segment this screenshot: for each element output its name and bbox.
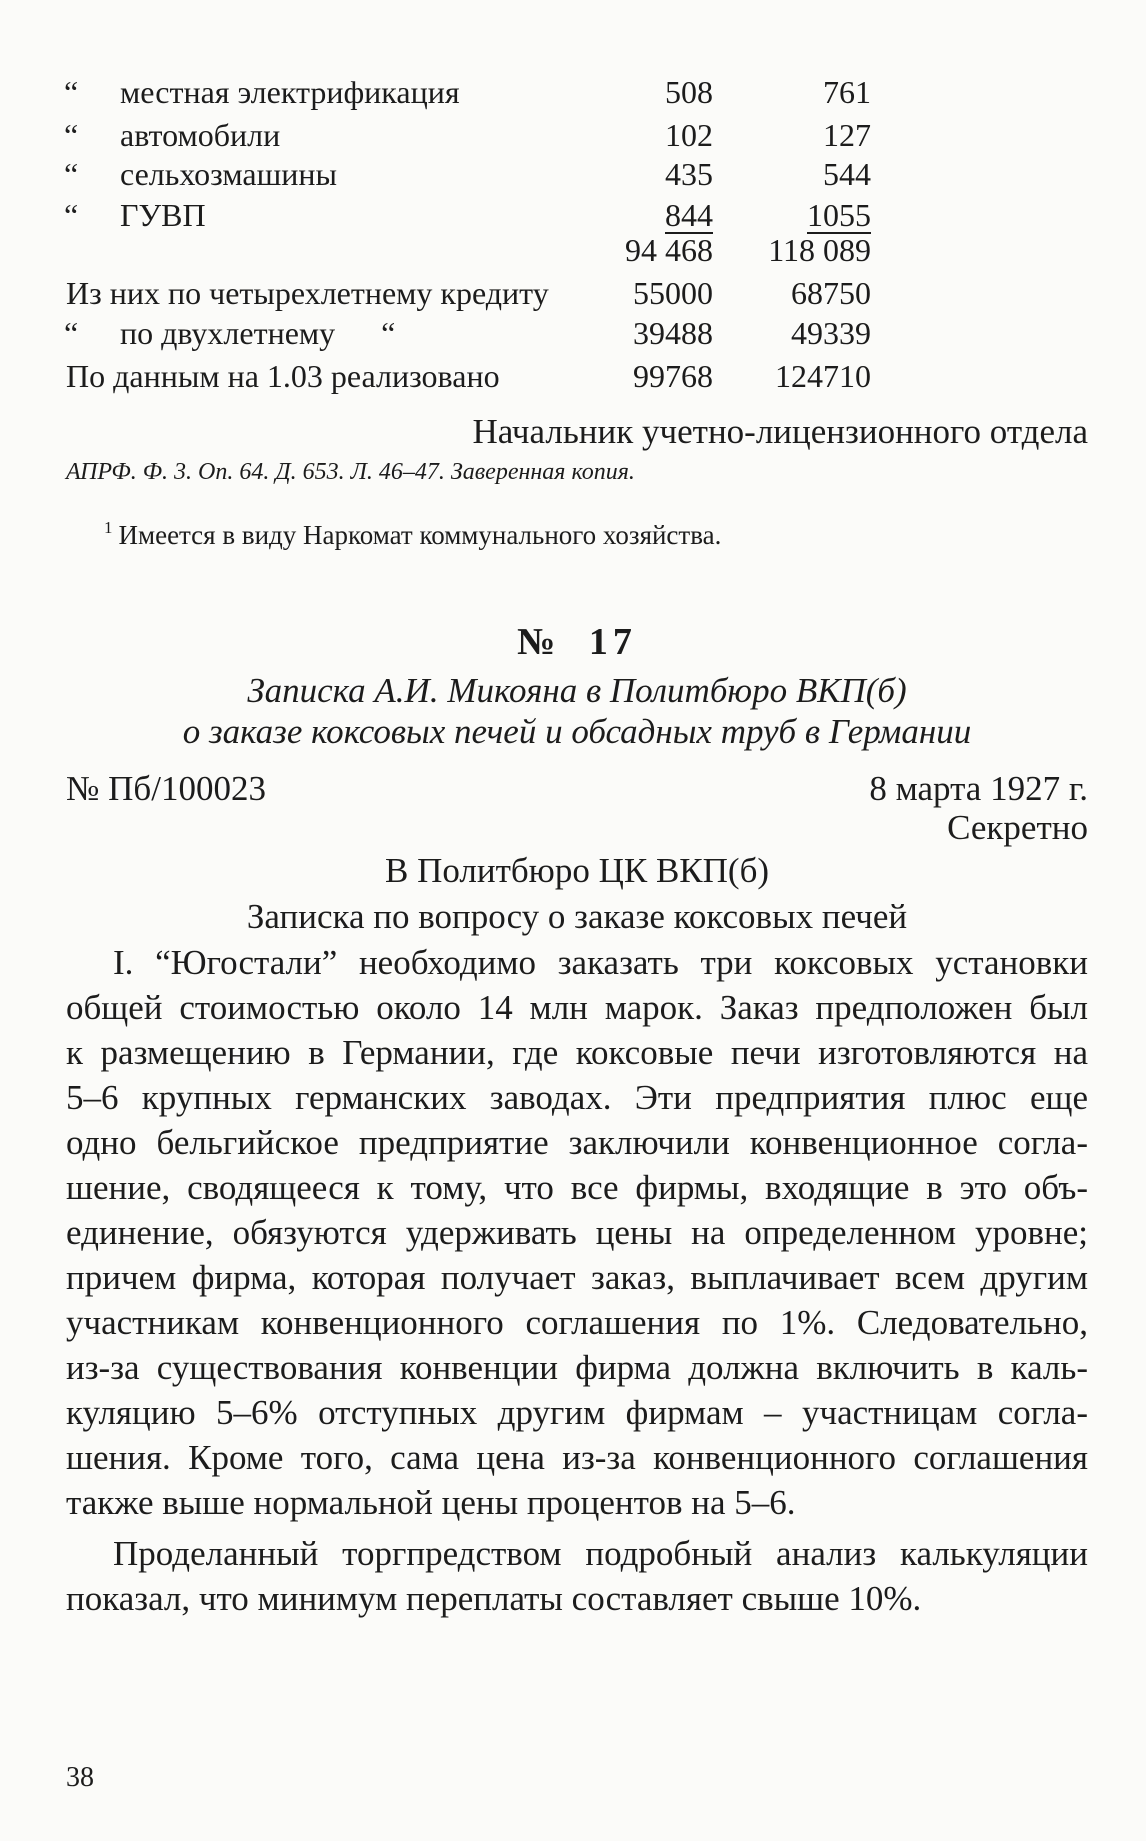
signature-line: Начальник учетно-лицензионного отдела bbox=[472, 412, 1088, 451]
row-value-col2: 49339 bbox=[791, 315, 871, 351]
reference-row bbox=[66, 767, 1088, 811]
paragraph-line: шение, сводящееся к тому, что все фирмы, входящие в это объ- bbox=[66, 1168, 1088, 1207]
row-value-col2: 124710 bbox=[775, 358, 871, 394]
addressee: В Политбюро ЦК ВКП(б) bbox=[384, 851, 770, 890]
row-label: ГУВП bbox=[120, 197, 206, 233]
row-label: По данным на 1.03 реализовано bbox=[66, 358, 500, 394]
document-title bbox=[66, 670, 1088, 752]
table-row bbox=[0, 312, 1146, 354]
table-row bbox=[0, 153, 1146, 195]
footnote-mark: 1 bbox=[104, 518, 113, 537]
row-label: местная электрификация bbox=[120, 74, 460, 110]
row-value-col1: 508 bbox=[665, 74, 713, 110]
classification-label: Секретно bbox=[947, 808, 1088, 847]
ditto-mark: “ bbox=[64, 156, 79, 192]
row-label-group bbox=[120, 312, 395, 354]
paragraph-line: из-за существования конвенции фирма должна включить в каль- bbox=[66, 1348, 1088, 1387]
page-number: 38 bbox=[66, 1762, 94, 1793]
row-value-col1: 102 bbox=[665, 117, 713, 153]
reference-number: № Пб/100023 bbox=[66, 769, 266, 808]
table-row bbox=[0, 114, 1146, 156]
row-value-col1: 55000 bbox=[633, 275, 713, 311]
row-value-col2: 1055 bbox=[807, 197, 871, 233]
paragraph-line: одно бельгийское предприятие заключили конвенционное согла- bbox=[66, 1123, 1088, 1162]
table-row bbox=[0, 355, 1146, 397]
total-value-col2: 118 089 bbox=[768, 232, 871, 268]
document-number: № 17 bbox=[517, 621, 637, 663]
row-value-col1: 844 bbox=[665, 197, 713, 233]
row-value-col2: 761 bbox=[823, 74, 871, 110]
paragraph bbox=[66, 940, 1088, 1525]
paragraph-line: куляцию 5–6% отступных другим фирмам – участницам согла- bbox=[66, 1393, 1088, 1432]
note-heading: Записка по вопросу о заказе коксовых печей bbox=[246, 897, 908, 936]
paragraph-line: I. “Югостали” необходимо заказать три коксовых установки bbox=[113, 943, 1088, 982]
paragraph-line: Проделанный торгпредством подробный анализ калькуляции bbox=[113, 1534, 1088, 1573]
paragraph-line: показал, что минимум переплаты составляет свыше 10%. bbox=[66, 1579, 922, 1618]
ditto-mark: “ bbox=[381, 315, 396, 351]
footnote-text: Имеется в виду Наркомат коммунального хозяйства. bbox=[118, 520, 722, 550]
row-value-col1: 39488 bbox=[633, 315, 713, 351]
row-label: автомобили bbox=[120, 117, 281, 153]
paragraph-line: общей стоимостью около 14 млн марок. Заказ предположен был bbox=[66, 988, 1088, 1027]
paragraph-line: причем фирма, которая получает заказ, выплачивает всем другим bbox=[66, 1258, 1088, 1297]
row-value-col2: 544 bbox=[823, 156, 871, 192]
document-date: 8 марта 1927 г. bbox=[869, 769, 1088, 808]
row-label: по двухлетнему bbox=[120, 315, 336, 351]
total-value-col1: 94 468 bbox=[625, 232, 713, 268]
ditto-mark: “ bbox=[64, 117, 79, 153]
paragraph-line: 5–6 крупных германских заводах. Эти предприятия плюс еще bbox=[66, 1078, 1088, 1117]
row-value-col2: 127 bbox=[823, 117, 871, 153]
ditto-mark: “ bbox=[64, 74, 79, 110]
document-title-line: Записка А.И. Микояна в Политбюро ВКП(б) bbox=[247, 671, 907, 710]
footnote bbox=[104, 519, 721, 555]
ditto-mark: “ bbox=[64, 197, 79, 233]
table-row bbox=[0, 272, 1146, 314]
table-row-total bbox=[0, 229, 1146, 271]
paragraph-line: участникам конвенционного соглашения по 1%. Следовательно, bbox=[66, 1303, 1088, 1342]
document-title-line: о заказе коксовых печей и обсадных труб в Германии bbox=[182, 712, 972, 751]
ditto-mark: “ bbox=[64, 315, 79, 351]
paragraph-line: единение, обязуются удерживать цены на определенном уровне; bbox=[66, 1213, 1088, 1252]
row-label: Из них по четырехлетнему кредиту bbox=[66, 275, 549, 311]
row-value-col2: 68750 bbox=[791, 275, 871, 311]
source-citation: АПРФ. Ф. 3. Оп. 64. Д. 653. Л. 46–47. Заверенная копия. bbox=[66, 459, 635, 485]
paragraph-line: к размещению в Германии, где коксовые печи изготовляются на bbox=[66, 1033, 1088, 1072]
paragraph-line: шения. Кроме того, сама цена из-за конвенционного соглашения bbox=[66, 1438, 1088, 1477]
paragraph bbox=[66, 1531, 1088, 1621]
table-row bbox=[0, 71, 1146, 113]
row-label: сельхозмашины bbox=[120, 156, 337, 192]
row-value-col1: 99768 bbox=[633, 358, 713, 394]
row-value-col1: 435 bbox=[665, 156, 713, 192]
paragraph-line: также выше нормальной цены процентов на 5–6. bbox=[66, 1483, 796, 1522]
